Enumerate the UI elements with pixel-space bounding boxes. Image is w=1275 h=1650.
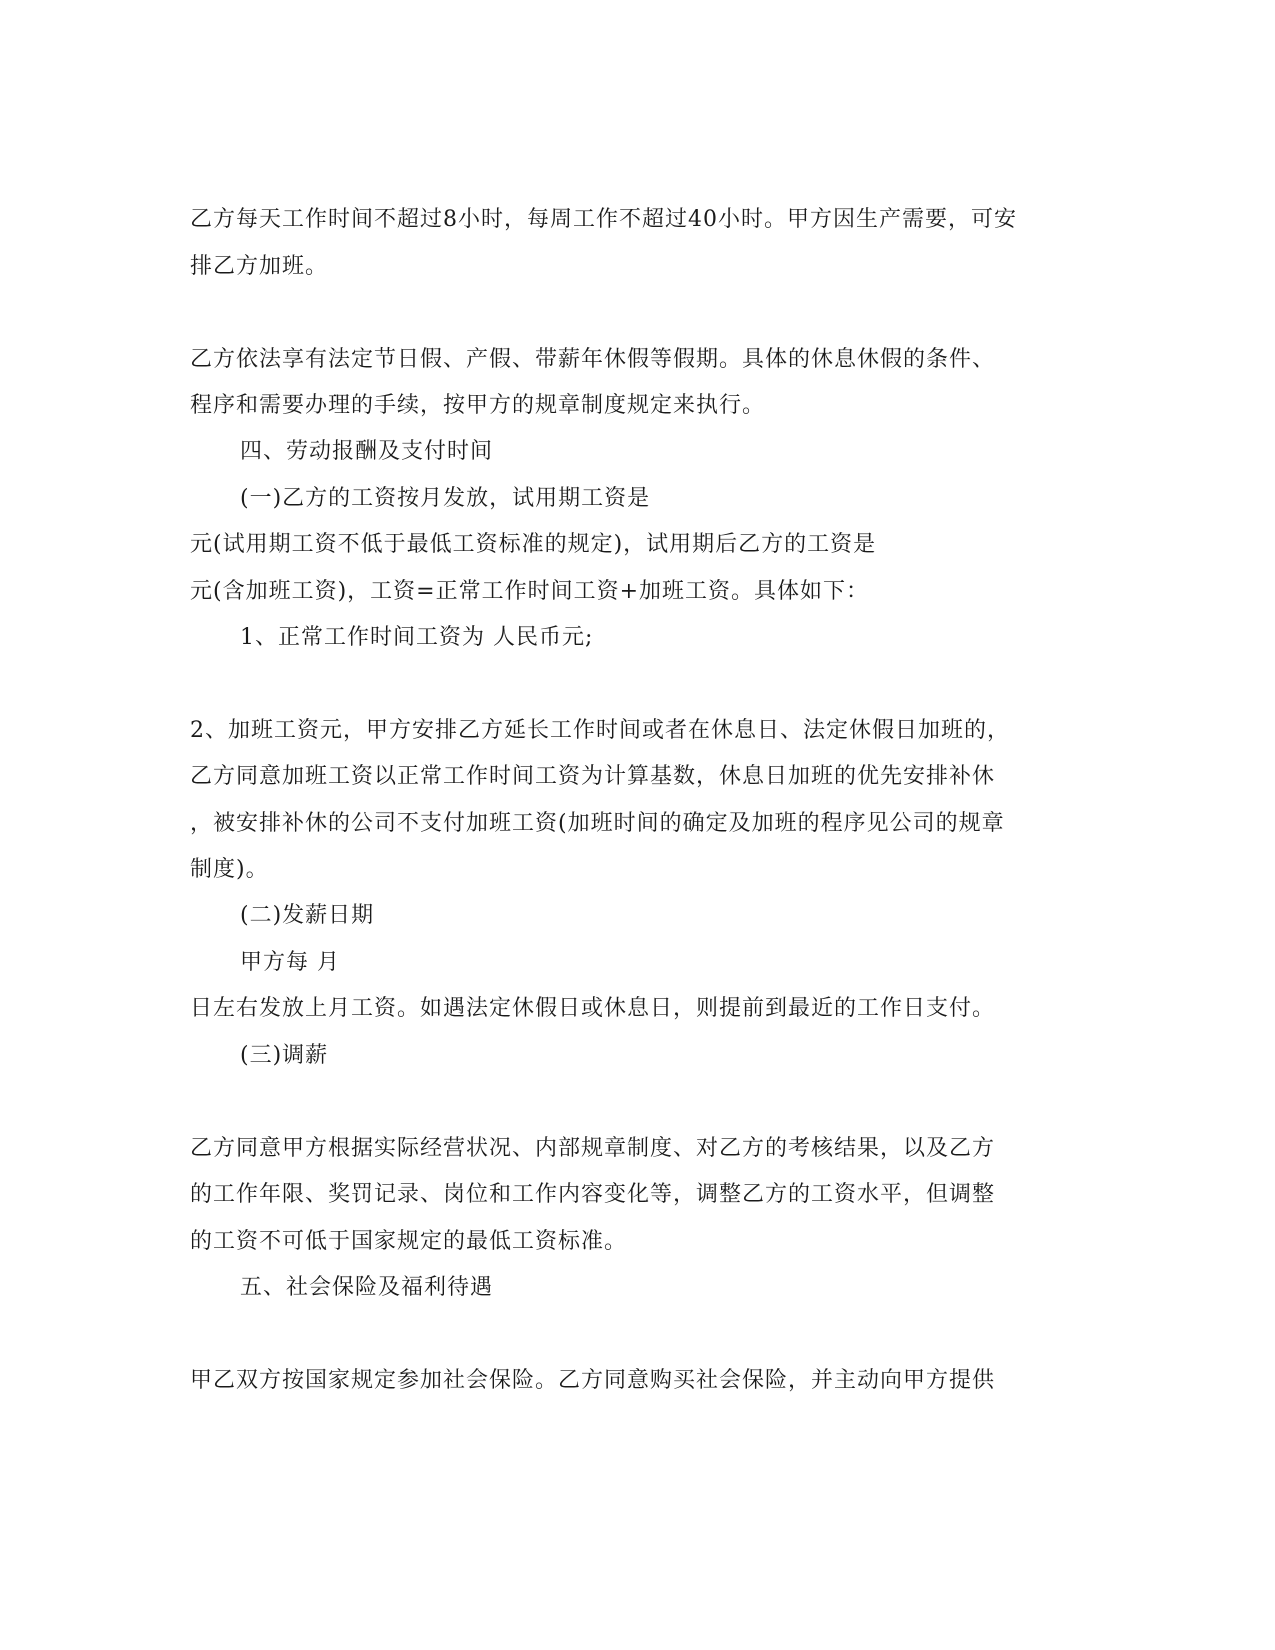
subsection-heading: (二)发薪日期 (240, 903, 375, 928)
text-line: 甲乙双方按国家规定参加社会保险。乙方同意购买社会保险，并主动向甲方提供 (190, 1368, 996, 1393)
text-line: 乙方每天工作时间不超过8小时，每周工作不超过40小时。甲方因生产需要，可安 (190, 207, 1017, 232)
text-line: 元(试用期工资不低于最低工资标准的规定)，试用期后乙方的工资是 (190, 532, 877, 557)
text-line: 甲方每 月 (240, 950, 340, 975)
text-line: 的工资不可低于国家规定的最低工资标准。 (190, 1229, 628, 1254)
text-line: 乙方同意甲方根据实际经营状况、内部规章制度、对乙方的考核结果，以及乙方 (190, 1136, 996, 1161)
text-line: 排乙方加班。 (190, 254, 329, 279)
section-heading: 五、社会保险及福利待遇 (240, 1275, 494, 1300)
text-line: 的工作年限、奖罚记录、岗位和工作内容变化等，调整乙方的工资水平，但调整 (190, 1182, 996, 1207)
text-line: 乙方同意加班工资以正常工作时间工资为计算基数，休息日加班的优先安排补休 (190, 764, 996, 789)
text-line: 制度)。 (190, 857, 269, 882)
subsection-heading: (一)乙方的工资按月发放，试用期工资是 (240, 486, 651, 511)
subsection-heading: (三)调薪 (240, 1043, 329, 1068)
text-line: 元(含加班工资)，工资=正常工作时间工资+加班工资。具体如下： (190, 579, 870, 604)
text-line: 2、加班工资元，甲方安排乙方延长工作时间或者在休息日、法定休假日加班的， (190, 718, 1010, 743)
text-line: 乙方依法享有法定节日假、产假、带薪年休假等假期。具体的休息休假的条件、 (190, 347, 996, 372)
text-line: ，被安排补休的公司不支付加班工资(加班时间的确定及加班的程序见公司的规章 (190, 811, 1005, 836)
text-line: 程序和需要办理的手续，按甲方的规章制度规定来执行。 (190, 393, 766, 418)
section-heading: 四、劳动报酬及支付时间 (240, 439, 494, 464)
text-line: 日左右发放上月工资。如遇法定休假日或休息日，则提前到最近的工作日支付。 (190, 996, 996, 1021)
text-line: 1、正常工作时间工资为 人民币元; (240, 625, 594, 650)
